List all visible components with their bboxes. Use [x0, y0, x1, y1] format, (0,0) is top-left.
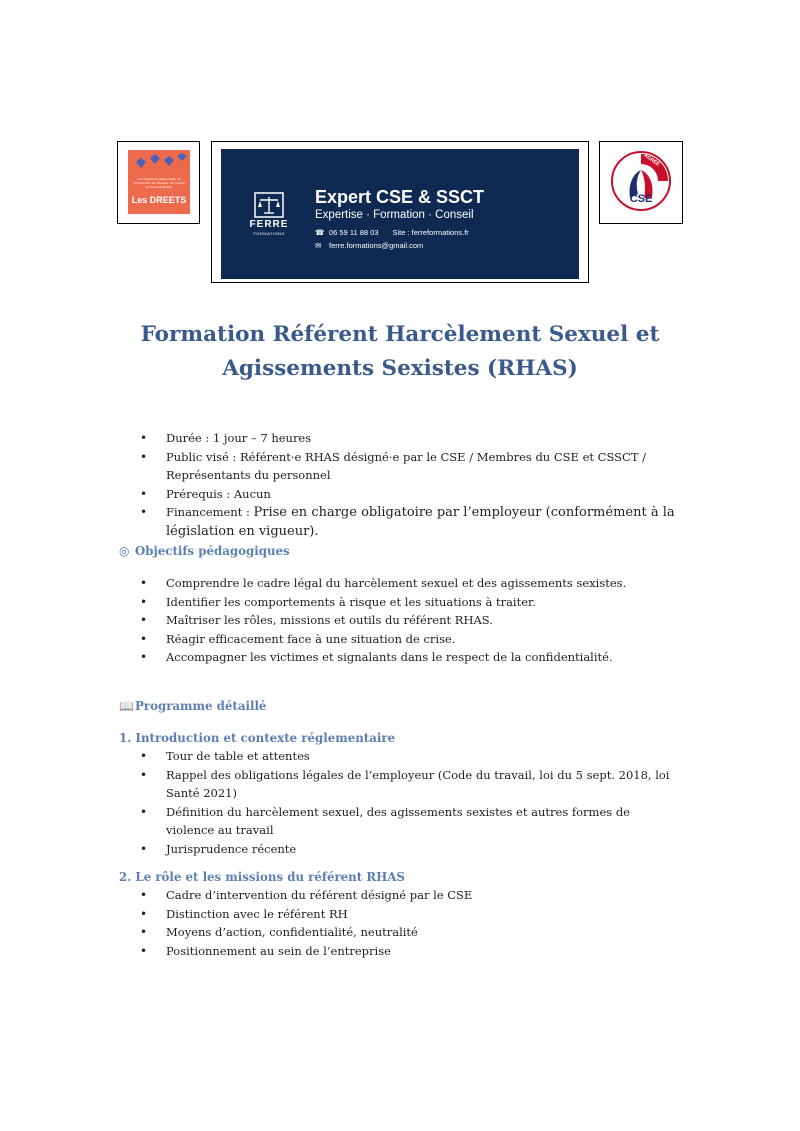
- module-2-list: [140, 886, 680, 960]
- cse-seal-logo: [610, 150, 672, 212]
- birds-icon: [128, 152, 190, 174]
- banner-subtitle: Expertise · Formation · Conseil: [315, 209, 474, 221]
- ferre-banner-frame: [211, 141, 589, 283]
- list-item: • Maîtriser les rôles, missions et outils du référent RHAS.: [140, 611, 680, 630]
- program-heading-label: Programme détaillé: [135, 699, 267, 713]
- program-heading: [119, 699, 266, 713]
- books-icon: 📖: [119, 699, 134, 713]
- phone-icon: ☎: [315, 228, 325, 237]
- page-title: [100, 318, 700, 386]
- banner-contact-line: [315, 228, 469, 237]
- dreets-brand: Les DREETS: [131, 195, 187, 205]
- target-icon: ◎: [119, 544, 130, 558]
- list-item: • Distinction avec le référent RH: [140, 905, 680, 924]
- ferre-brand-sub: FORMATIONS: [253, 231, 285, 236]
- banner-title: Expert CSE & SSCT: [315, 187, 485, 207]
- objectives-list: [140, 574, 680, 667]
- list-item: • Moyens d’action, confidentialité, neutralité: [140, 923, 680, 942]
- list-item: • Définition du harcèlement sexuel, des agissements sexistes et autres formes de violence au travail: [140, 803, 680, 840]
- list-item: • Identifier les comportements à risque et les situations à traiter.: [140, 593, 680, 612]
- cse-seal-brand: CSE: [629, 193, 653, 205]
- title-line-2: Agissements Sexistes (RHAS): [222, 356, 578, 381]
- module-1-title: 1. Introduction et contexte réglementaire: [119, 731, 396, 745]
- list-item: • Accompagner les victimes et signalants dans le respect de la confidentialité.: [140, 648, 680, 667]
- title-line-1: Formation Référent Harcèlement Sexuel et: [140, 322, 660, 347]
- banner-site: Site : ferreformations.fr: [392, 228, 469, 237]
- info-audience: • Public visé : Référent·e RHAS désigné·e par le CSE / Membres du CSE et CSSCT / Représentants du personnel: [140, 448, 680, 485]
- dreets-logo-frame: [117, 141, 200, 224]
- list-item: • Jurisprudence récente: [140, 840, 680, 859]
- cse-logo-frame: [599, 141, 683, 224]
- list-item: • Comprendre le cadre légal du harcèlement sexuel et des agissements sexistes.: [140, 574, 680, 593]
- ferre-brand: FERRE: [249, 219, 289, 230]
- list-item: • Cadre d’intervention du référent désigné par le CSE: [140, 886, 680, 905]
- objectives-heading-label: Objectifs pédagogiques: [135, 544, 290, 558]
- funding-label: Financement :: [166, 505, 254, 519]
- course-info-list: [140, 429, 680, 541]
- info-funding: [140, 503, 680, 541]
- list-item: • Positionnement au sein de l’entreprise: [140, 942, 680, 961]
- info-prerequisites: • Prérequis : Aucun: [140, 485, 680, 504]
- banner-email-line: [315, 241, 423, 250]
- list-item: • Réagir efficacement face à une situation de crise.: [140, 630, 680, 649]
- info-duration: • Durée : 1 jour – 7 heures: [140, 429, 680, 448]
- dreets-tiny-text: Les Directions Régionales de l'Économie, de l'Emploi, du Travail et des Solidarités: [133, 177, 185, 189]
- objectives-heading: [119, 544, 290, 558]
- ferre-banner: [221, 149, 579, 279]
- list-item: • Rappel des obligations légales de l’employeur (Code du travail, loi du 5 sept. 2018, loi Santé 2021): [140, 766, 680, 803]
- list-item: • Tour de table et attentes: [140, 747, 680, 766]
- banner-email: ferre.formations@gmail.com: [329, 241, 424, 250]
- dreets-logo: [128, 150, 190, 214]
- mail-icon: ✉: [315, 241, 322, 250]
- module-1-list: [140, 747, 680, 858]
- funding-value: Prise en charge obligatoire par l’employeur (conformément à la législation en vigueur).: [166, 505, 675, 539]
- module-2-title: 2. Le rôle et les missions du référent RHAS: [119, 870, 405, 884]
- banner-phone: 06 59 11 88 03: [329, 228, 379, 237]
- cse-seal-ribbon: AGRÉÉ: [642, 152, 661, 168]
